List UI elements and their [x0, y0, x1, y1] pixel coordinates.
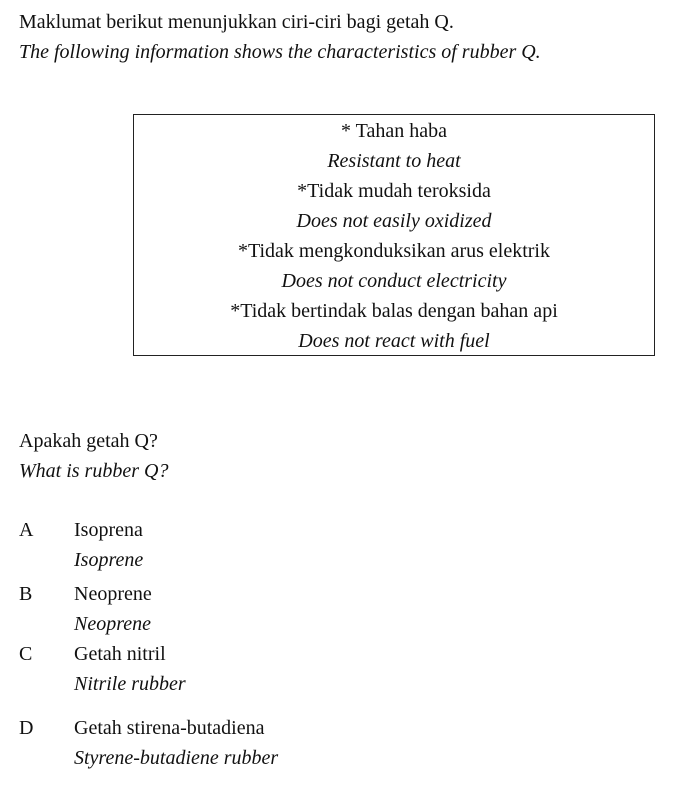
option-letter: D	[19, 717, 34, 739]
characteristic-4-english: Does not react with fuel	[298, 330, 490, 352]
option-malay: Getah stirena-butadiena	[74, 717, 265, 739]
characteristic-1-malay: * Tahan haba	[341, 120, 447, 142]
characteristics-box	[133, 114, 655, 356]
question-malay: Apakah getah Q?	[19, 430, 158, 452]
option-english: Nitrile rubber	[74, 673, 186, 695]
option-english: Styrene-butadiene rubber	[74, 747, 279, 769]
intro-english: The following information shows the characteristics of rubber Q.	[19, 41, 541, 63]
characteristic-4-malay: *Tidak bertindak balas dengan bahan api	[230, 300, 558, 322]
characteristic-2-english: Does not easily oxidized	[296, 210, 492, 232]
characteristic-3-malay: *Tidak mengkonduksikan arus elektrik	[237, 240, 550, 262]
option-english: Isoprene	[74, 549, 144, 571]
characteristic-3-english: Does not conduct electricity	[281, 270, 507, 292]
option-letter: C	[19, 643, 33, 665]
intro-malay: Maklumat berikut menunjukkan ciri-ciri bagi getah Q.	[19, 11, 454, 33]
characteristic-1-english: Resistant to heat	[327, 150, 461, 172]
option-letter: A	[19, 519, 34, 541]
option-malay: Isoprena	[74, 519, 143, 541]
question-english: What is rubber Q?	[19, 460, 169, 482]
option-malay: Neoprene	[74, 583, 152, 605]
characteristic-2-malay: *Tidak mudah teroksida	[297, 180, 491, 202]
option-english: Neoprene	[74, 613, 152, 635]
option-letter: B	[19, 583, 33, 605]
option-malay: Getah nitril	[74, 643, 166, 665]
